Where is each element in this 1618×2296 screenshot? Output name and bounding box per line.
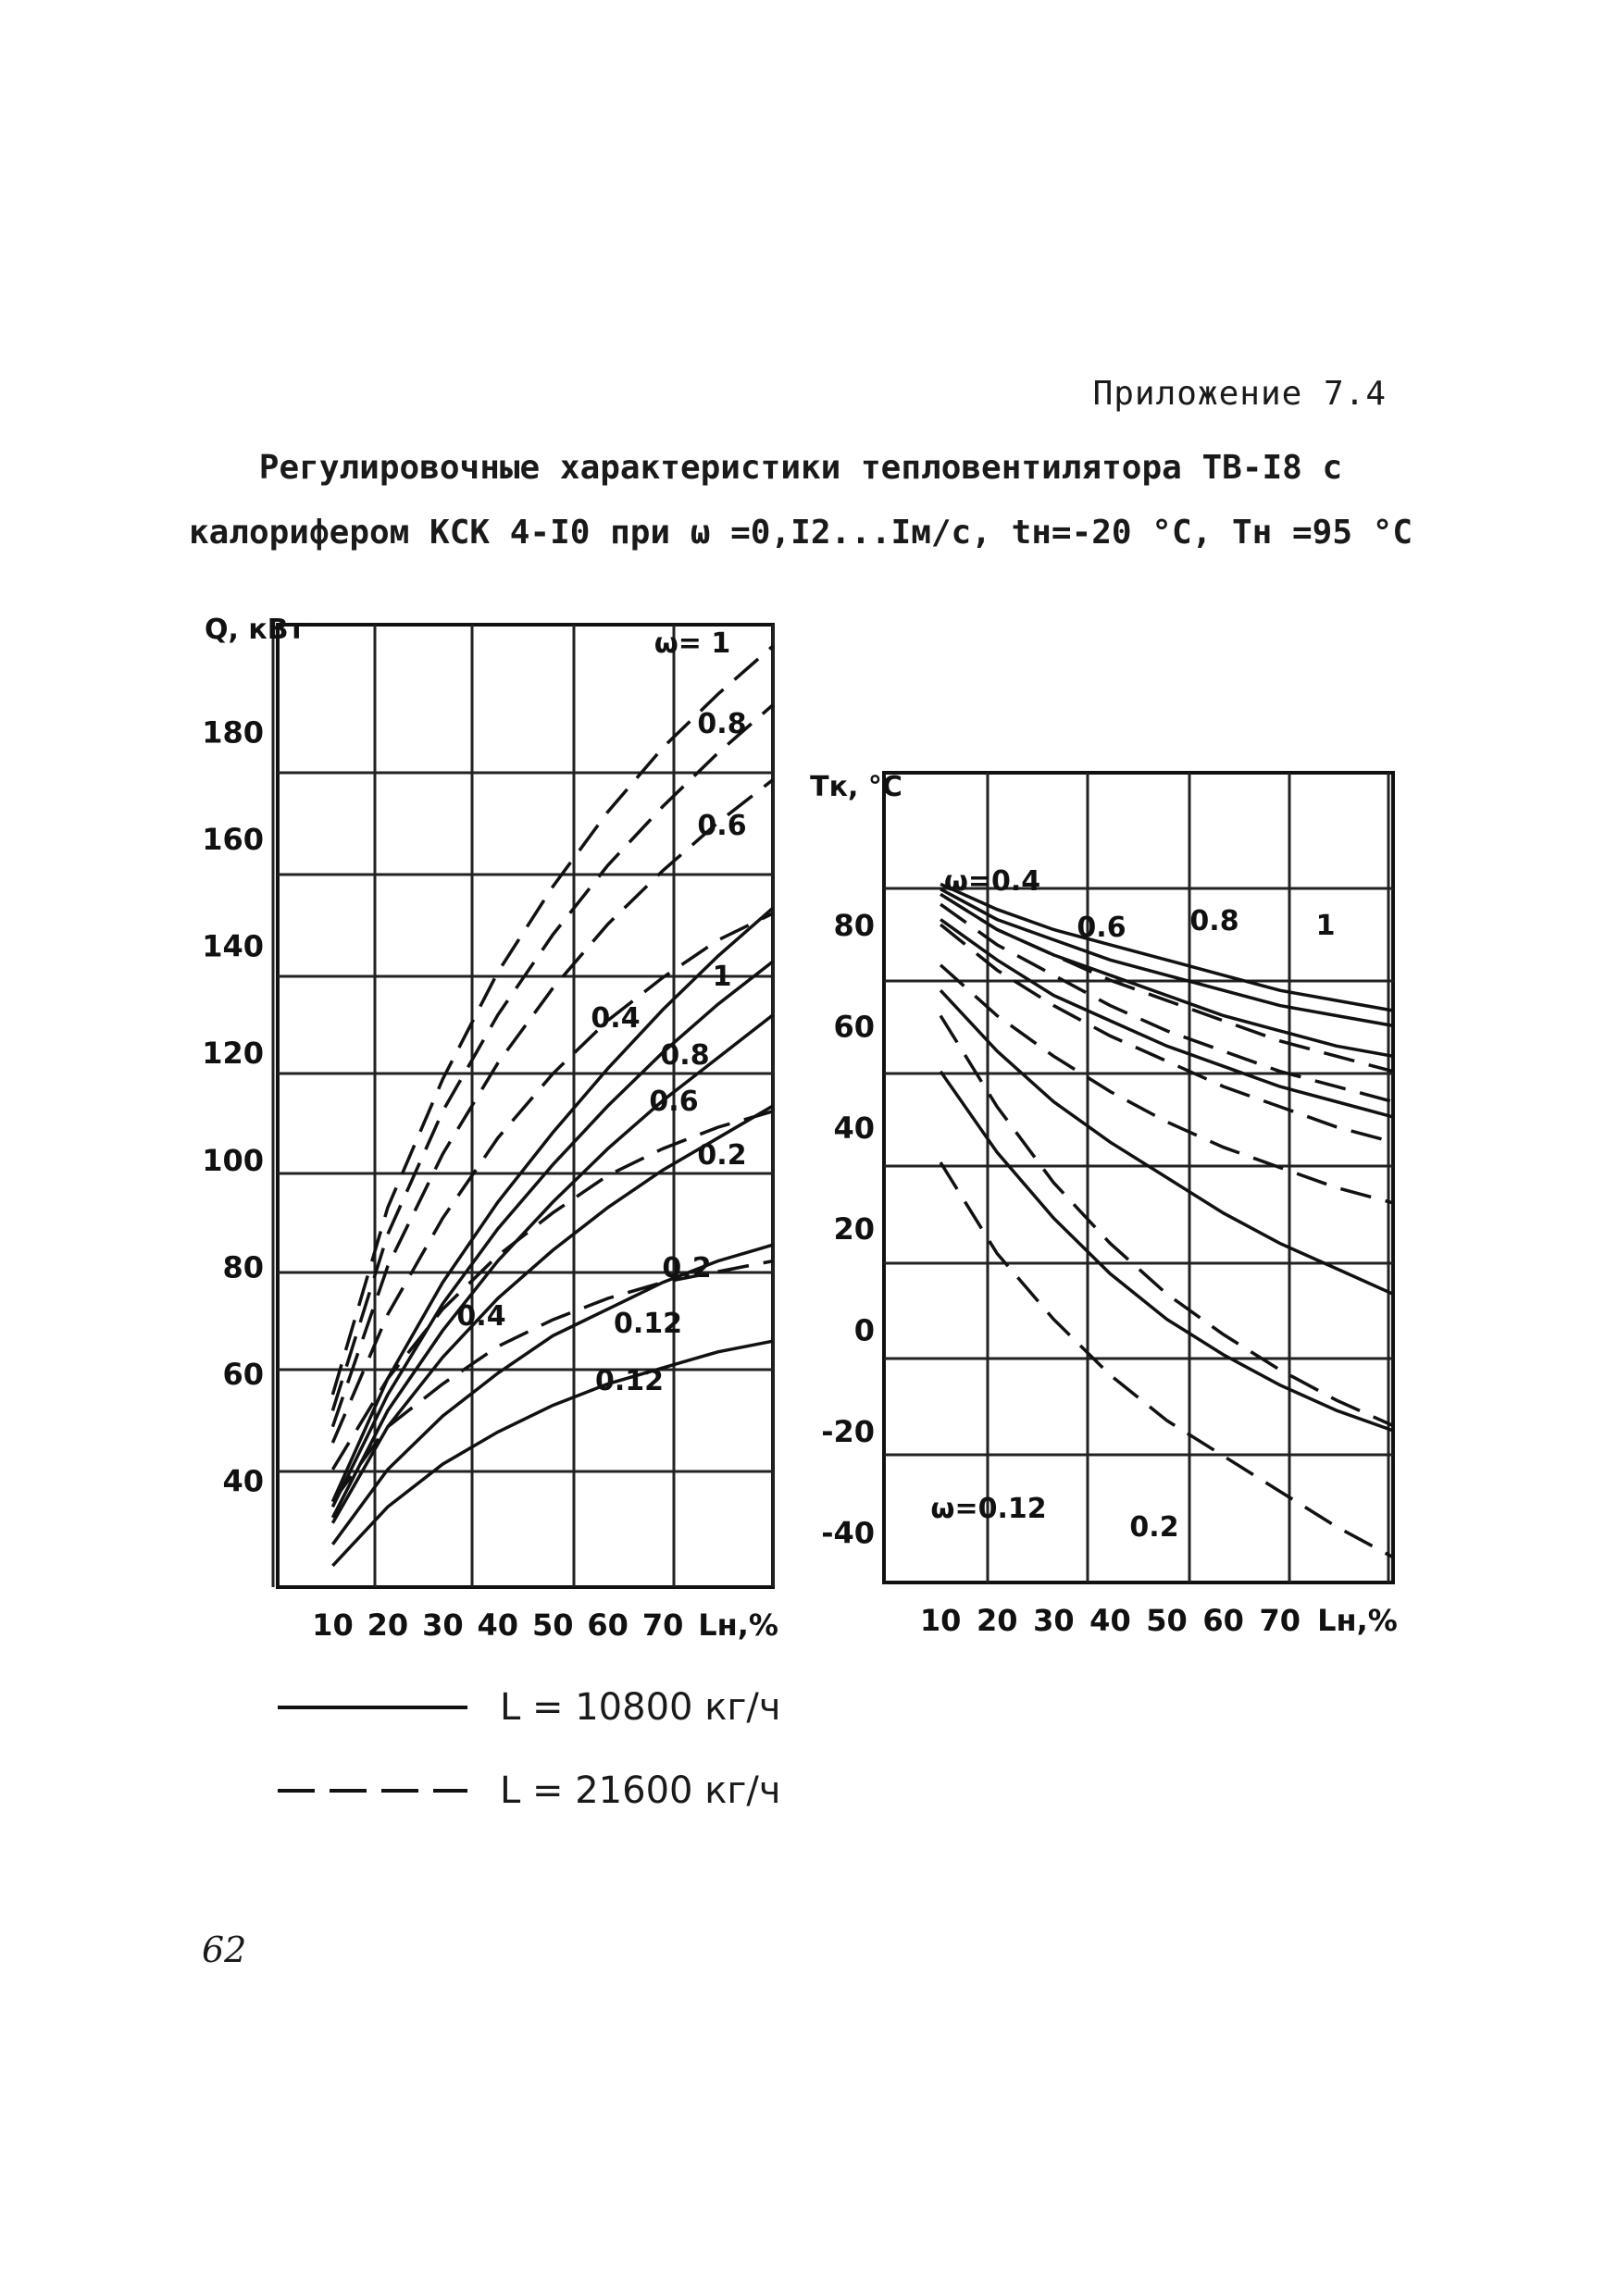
heat-output-panel: [202, 614, 778, 1643]
y-tick-label: 180: [202, 714, 264, 751]
y-axis-label: Q, кВт: [205, 614, 305, 646]
series-line-solid-02: [940, 990, 1393, 1294]
curve-label: 1: [712, 961, 732, 993]
y-tick-label: 60: [222, 1356, 264, 1392]
curve-label: 0.2: [1129, 1511, 1179, 1544]
x-tick-label: 40: [477, 1607, 519, 1643]
legend-dashed-label: L = 21600 кг/ч: [500, 1769, 781, 1812]
curve-label: 0.6: [649, 1086, 699, 1118]
y-tick-label: 100: [202, 1142, 264, 1178]
y-tick-label: 40: [222, 1463, 264, 1499]
curve-label: ω=0.12: [930, 1493, 1047, 1525]
curve-label: 0.8: [660, 1039, 710, 1072]
x-tick-label: 20: [367, 1607, 409, 1643]
x-tick-label: 10: [312, 1607, 354, 1643]
series-line-dashed-06: [940, 925, 1393, 1142]
y-tick-label: -20: [821, 1413, 875, 1449]
curve-label: 0.12: [613, 1308, 683, 1340]
y-tick-label: 60: [833, 1009, 875, 1045]
x-tick-label: 50: [531, 1607, 574, 1643]
series-line-solid-1: [940, 884, 1393, 1011]
x-tick-label: 60: [587, 1607, 629, 1643]
curve-label: 0.4: [456, 1300, 506, 1333]
y-tick-label: 160: [202, 822, 264, 858]
y-tick-label: 120: [202, 1036, 264, 1072]
x-tick-label: 70: [1259, 1603, 1301, 1638]
x-tick-label: 30: [1033, 1603, 1075, 1638]
series-line-dashed-06: [332, 780, 773, 1427]
x-tick-label: 30: [422, 1607, 464, 1643]
curve-label: 0.2: [697, 1139, 747, 1172]
curve-label: ω= 1: [653, 627, 731, 660]
x-tick-label: 50: [1146, 1603, 1188, 1638]
chart-title-line-2: калорифером КСК 4-I0 при ω =0,I2...Iм/с, tн=-20 °С, Tн =95 °С: [188, 514, 1413, 552]
curve-label: 0.6: [697, 810, 747, 842]
y-tick-label: 20: [833, 1211, 875, 1247]
curve-label: ω=0.4: [943, 865, 1041, 898]
outlet-temperature-panel: [810, 771, 1398, 1638]
series-line-dashed-02: [940, 1016, 1393, 1426]
x-tick-label: 70: [641, 1607, 684, 1643]
curve-label: 0.4: [591, 1002, 641, 1035]
x-tick-label: 60: [1202, 1603, 1244, 1638]
series-line-solid-04: [940, 920, 1393, 1117]
page-number: 62: [202, 1930, 247, 1970]
curve-label: 0.8: [697, 708, 747, 740]
x-tick-label: 20: [976, 1603, 1018, 1638]
curve-label: 0.8: [1189, 905, 1239, 937]
x-tick-label: 40: [1089, 1603, 1131, 1638]
y-tick-label: 80: [833, 908, 875, 944]
curve-label: 0.6: [1077, 912, 1126, 944]
curve-label: 1: [1315, 910, 1336, 942]
legend-solid-label: L = 10800 кг/ч: [500, 1686, 781, 1729]
x-axis-label: Lн,%: [698, 1607, 778, 1643]
y-axis-label: Tк, °С: [810, 771, 902, 803]
y-tick-label: 80: [222, 1249, 264, 1285]
y-tick-label: 0: [853, 1312, 875, 1348]
series-line-solid-012: [940, 1072, 1393, 1431]
x-tick-label: 10: [919, 1603, 962, 1638]
curve-label: 0.2: [662, 1252, 712, 1285]
y-tick-label: 40: [833, 1110, 875, 1146]
y-tick-label: -40: [821, 1515, 875, 1551]
series-line-dashed-04: [332, 913, 773, 1443]
curve-label: 0.12: [594, 1365, 665, 1397]
x-axis-label: Lн,%: [1317, 1603, 1398, 1638]
chart-title-line-1: Регулировочные характеристики тепловентилятора ТВ-I8 с: [258, 449, 1343, 487]
appendix-number: Приложение 7.4: [1092, 375, 1387, 413]
y-tick-label: 140: [202, 928, 264, 964]
